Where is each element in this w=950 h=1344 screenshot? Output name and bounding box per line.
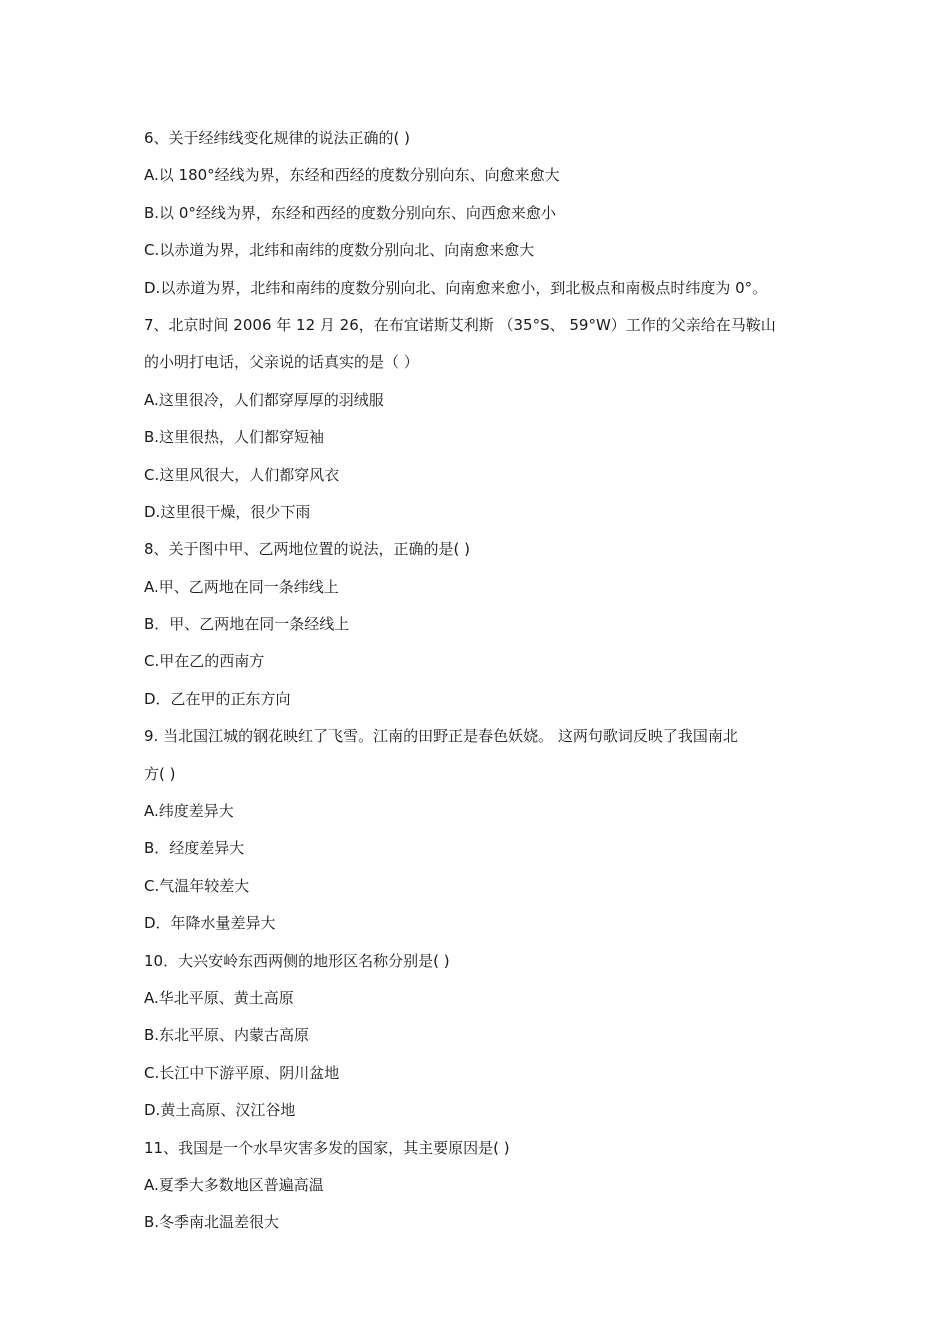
question-list	[144, 120, 824, 1242]
question-9-option-b: B．经度差异大	[144, 839, 245, 858]
question-6-option-a: A.以 180°经线为界，东经和西经的度数分别向东、向愈来愈大	[144, 166, 560, 185]
question-8-option-c: C.甲在乙的西南方	[144, 652, 265, 671]
question-9-option-d: D．年降水量差异大	[144, 914, 276, 933]
question-10-option-a: A.华北平原、黄土高原	[144, 988, 294, 1007]
question-10-option-c: C.长江中下游平原、阴川盆地	[144, 1063, 340, 1082]
question-8-option-d: D．乙在甲的正东方向	[144, 689, 291, 708]
question-11-option-b: B.冬季南北温差很大	[144, 1213, 280, 1232]
question-9-option-a: A.纬度差异大	[144, 802, 234, 821]
question-7-stem: 7、北京时间 2006 年 12 月 26，在布宜诺斯艾利斯 （35°S、 59°W）工作的父亲给在马鞍山	[144, 315, 776, 334]
question-7-option-a: A.这里很冷，人们都穿厚厚的羽绒服	[144, 390, 384, 409]
question-6-option-b: B.以 0°经线为界，东经和西经的度数分别向东、向西愈来愈小	[144, 203, 556, 222]
question-10-stem: 10．大兴安岭东西两侧的地形区名称分别是( )	[144, 951, 450, 970]
question-8-option-b: B．甲、乙两地在同一条经线上	[144, 615, 350, 634]
question-7-stem-continued: 的小明打电话，父亲说的话真实的是（ ）	[144, 353, 419, 372]
question-11-stem: 11、我国是一个水旱灾害多发的国家，其主要原因是( )	[144, 1138, 510, 1157]
question-9-stem: 9. 当北国江城的钢花映红了飞雪。江南的田野正是春色妖娆。 这两句歌词反映了我国南北	[144, 727, 738, 746]
question-7-option-d: D.这里很干燥，很少下雨	[144, 502, 311, 521]
question-9-option-c: C.气温年较差大	[144, 876, 250, 895]
question-6-option-d: D.以赤道为界，北纬和南纬的度数分别向北、向南愈来愈小，到北极点和南极点时纬度为 0°。	[144, 278, 768, 297]
question-10-option-b: B.东北平原、内蒙古高原	[144, 1026, 310, 1045]
question-9-stem-continued: 方( )	[144, 764, 176, 783]
question-6-stem: 6、关于经纬线变化规律的说法正确的( )	[144, 129, 411, 147]
question-11-option-a: A.夏季大多数地区普遍高温	[144, 1175, 324, 1194]
question-10-option-d: D.黄土高原、汉江谷地	[144, 1101, 296, 1120]
question-8-option-a: A.甲、乙两地在同一条纬线上	[144, 577, 339, 596]
question-7-option-b: B.这里很热，人们都穿短袖	[144, 428, 325, 447]
question-8-stem: 8、关于图中甲、乙两地位置的说法，正确的是( )	[144, 540, 471, 559]
question-7-option-c: C.这里风很大，人们都穿风衣	[144, 465, 340, 484]
question-6-option-c: C.以赤道为界，北纬和南纬的度数分别向北、向南愈来愈大	[144, 241, 535, 260]
